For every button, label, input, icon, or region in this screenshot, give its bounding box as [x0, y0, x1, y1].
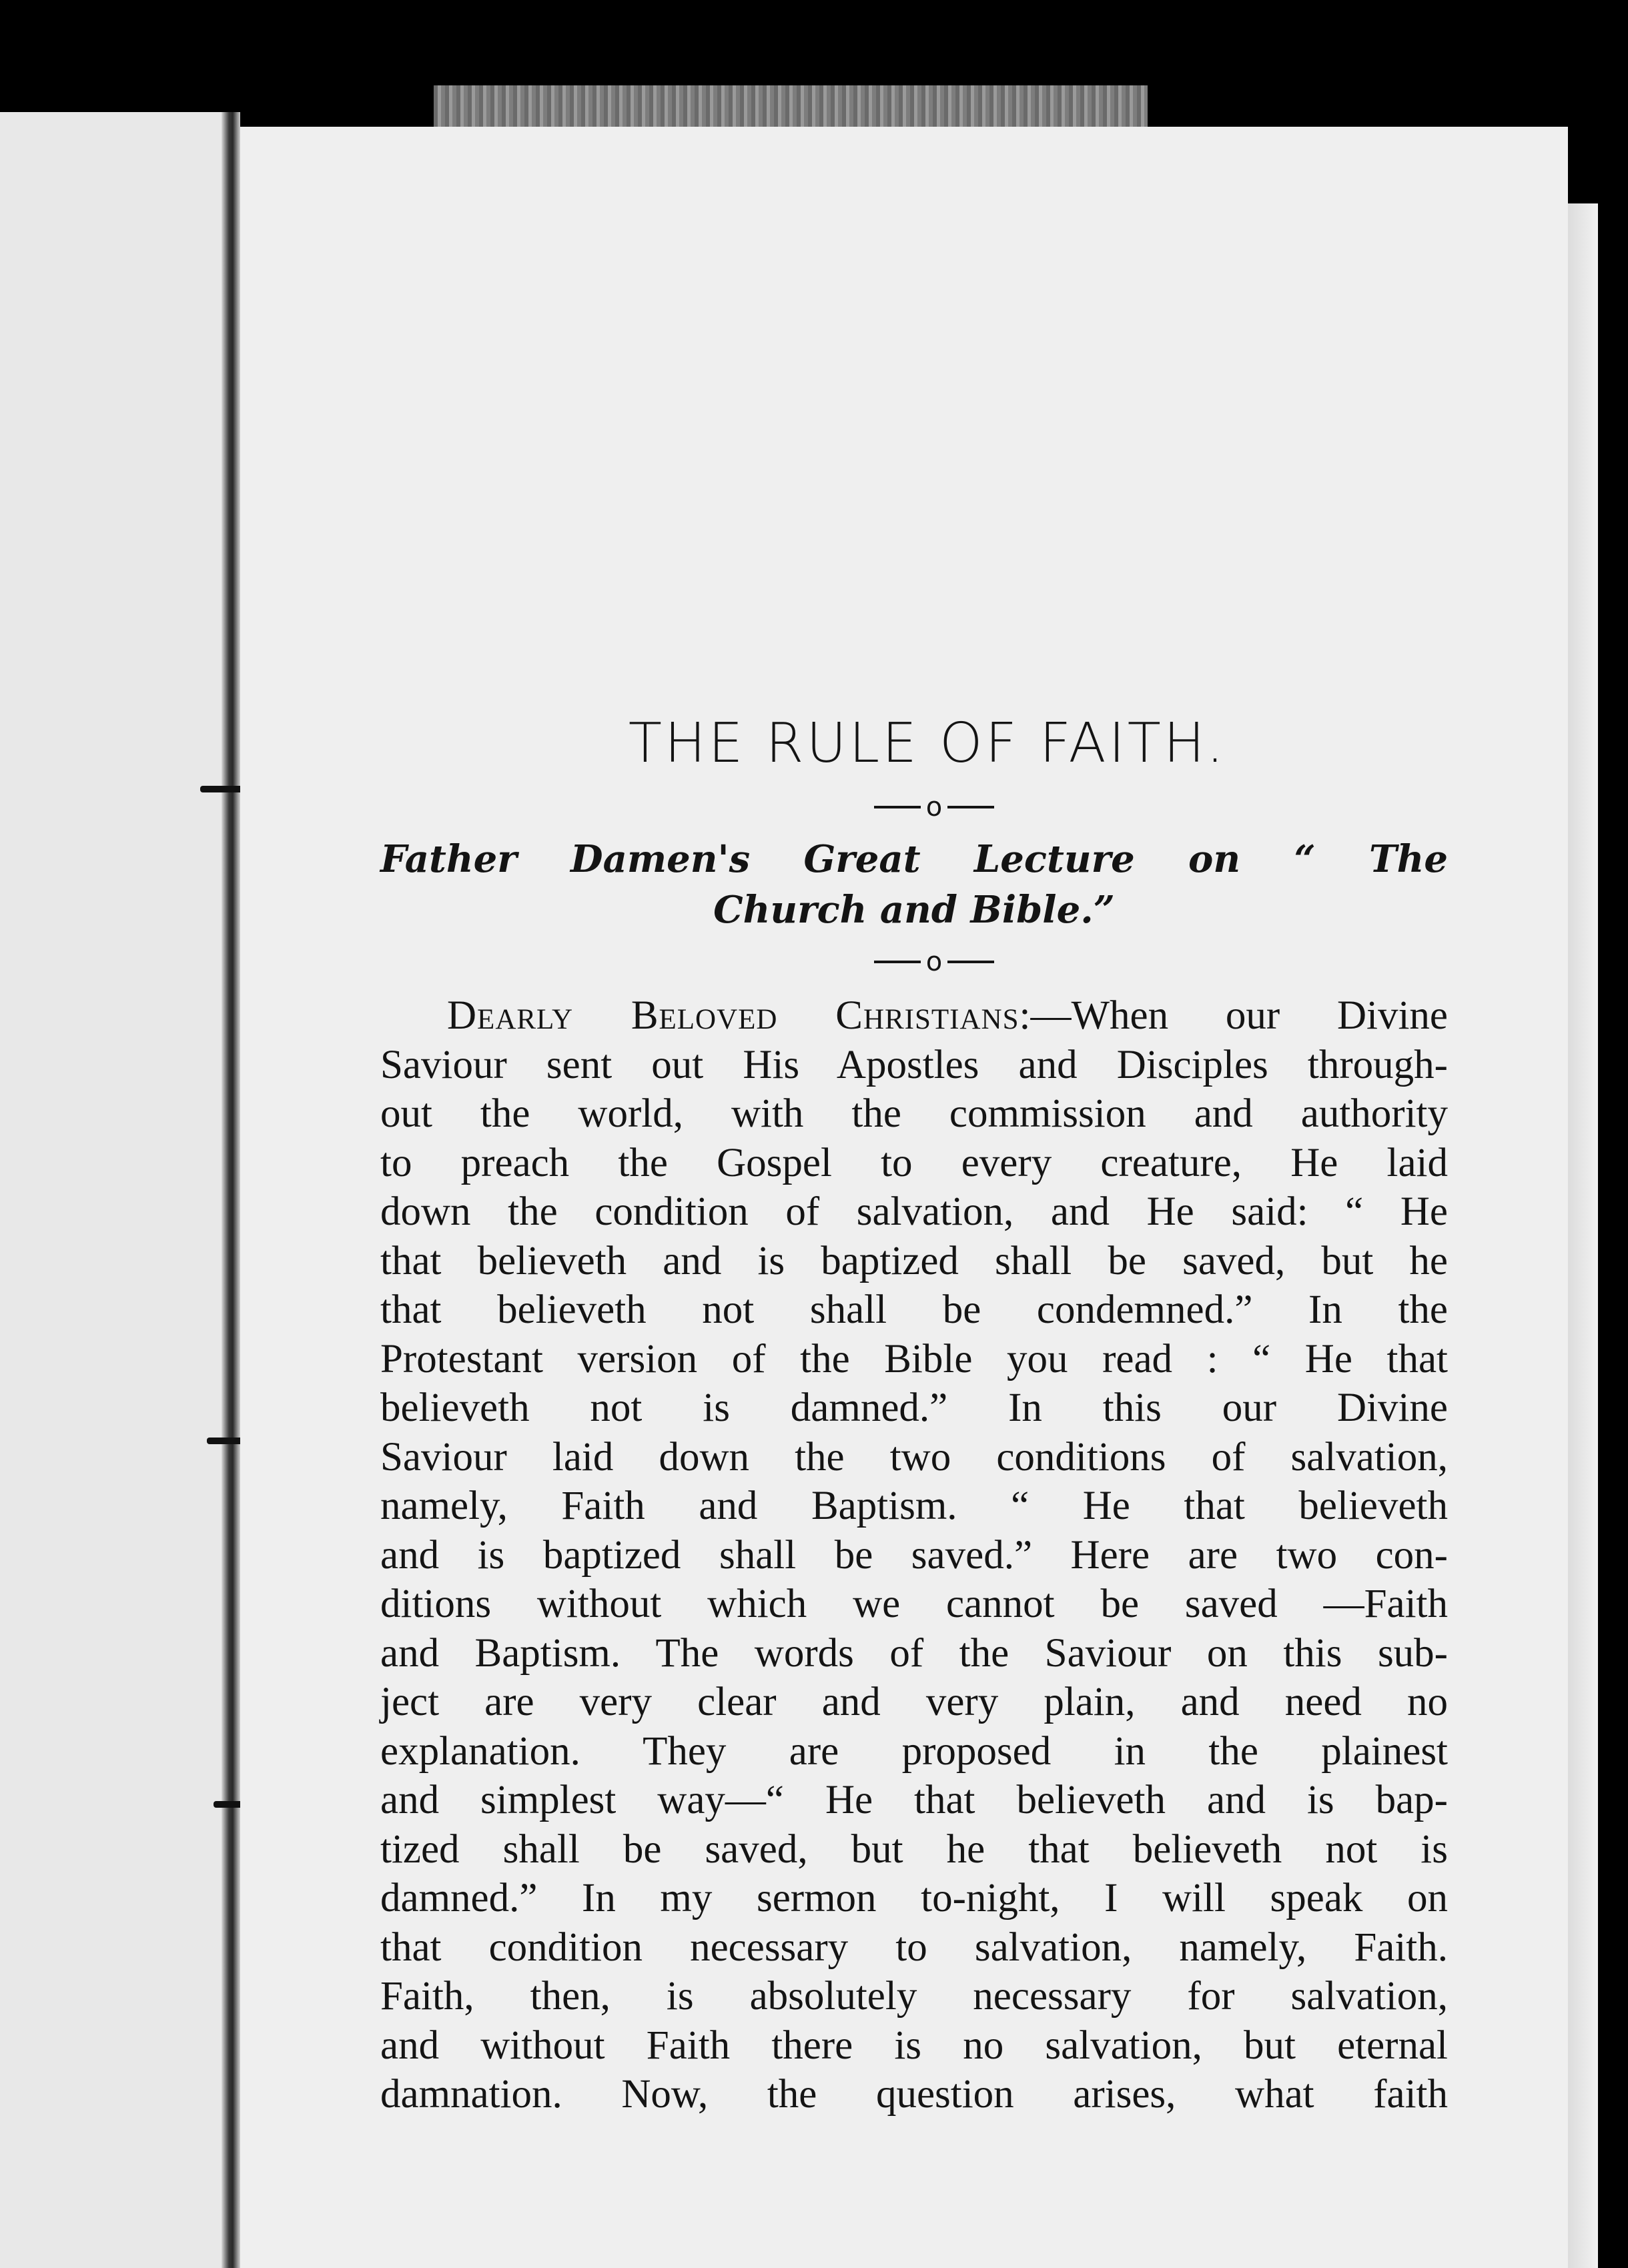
body-line: damnation. Now, the question arises, what faith: [380, 2072, 1448, 2117]
body-line: and without Faith there is no salvation, but eternal: [380, 2023, 1448, 2068]
body-line: Protestant version of the Bible you read : “ He that: [380, 1336, 1448, 1381]
divider-mark: o: [925, 792, 943, 822]
left-facing-page: [0, 112, 230, 2268]
page-content: [380, 700, 1448, 2119]
body-line: damned.” In my sermon to-night, I will speak on: [380, 1876, 1448, 1920]
body-line: Saviour laid down the two conditions of salvation,: [380, 1434, 1448, 1480]
body-line: and is baptized shall be saved.” Here are two con-: [380, 1532, 1448, 1578]
body-line: believeth not is damned.” In this our Divine: [380, 1385, 1448, 1430]
opening-salutation: Dearly Beloved Christians: [447, 993, 1020, 1038]
divider-mark: o: [925, 947, 943, 977]
body-line: ditions without which we cannot be saved —Faith: [380, 1582, 1448, 1626]
body-line: that believeth and is baptized shall be saved, but he: [380, 1238, 1448, 1283]
page-edge: [1568, 203, 1598, 2268]
divider-rule: [380, 942, 1448, 982]
body-line: explanation. They are proposed in the plainest: [380, 1728, 1448, 1774]
subtitle-line: Father Damen's Great Lecture on “ The: [380, 837, 1448, 881]
divider-rule: [380, 787, 1448, 827]
body-line: that believeth not shall be condemned.” In the: [380, 1287, 1448, 1332]
body-paragraph: [380, 991, 1448, 2119]
body-line: Faith, then, is absolutely necessary for salvation,: [380, 1974, 1448, 2019]
body-line: Dearly Beloved Christians:—When our Divine: [447, 993, 1448, 1038]
body-line: and Baptism. The words of the Saviour on this sub-: [380, 1630, 1448, 1676]
subtitle-line: Church and Bible.”: [713, 888, 1115, 932]
body-line: down the condition of salvation, and He said: “ He: [380, 1189, 1448, 1234]
document-title: THE RULE OF FAITH.: [628, 712, 1227, 775]
body-line: ject are very clear and very plain, and need no: [380, 1680, 1448, 1724]
document-subtitle: [380, 834, 1448, 935]
body-line: that condition necessary to salvation, namely, Faith.: [380, 1924, 1448, 1970]
body-line: tized shall be saved, but he that believeth not is: [380, 1826, 1448, 1872]
body-line: namely, Faith and Baptism. “ He that believeth: [380, 1484, 1448, 1528]
book-spine: [222, 112, 240, 2268]
body-line: to preach the Gospel to every creature, He laid: [380, 1140, 1448, 1185]
body-line: out the world, with the commission and authority: [380, 1091, 1448, 1136]
body-line: and simplest way—“ He that believeth and is bap-: [380, 1778, 1448, 1822]
body-line: Saviour sent out His Apostles and Disciples through-: [380, 1042, 1448, 1087]
